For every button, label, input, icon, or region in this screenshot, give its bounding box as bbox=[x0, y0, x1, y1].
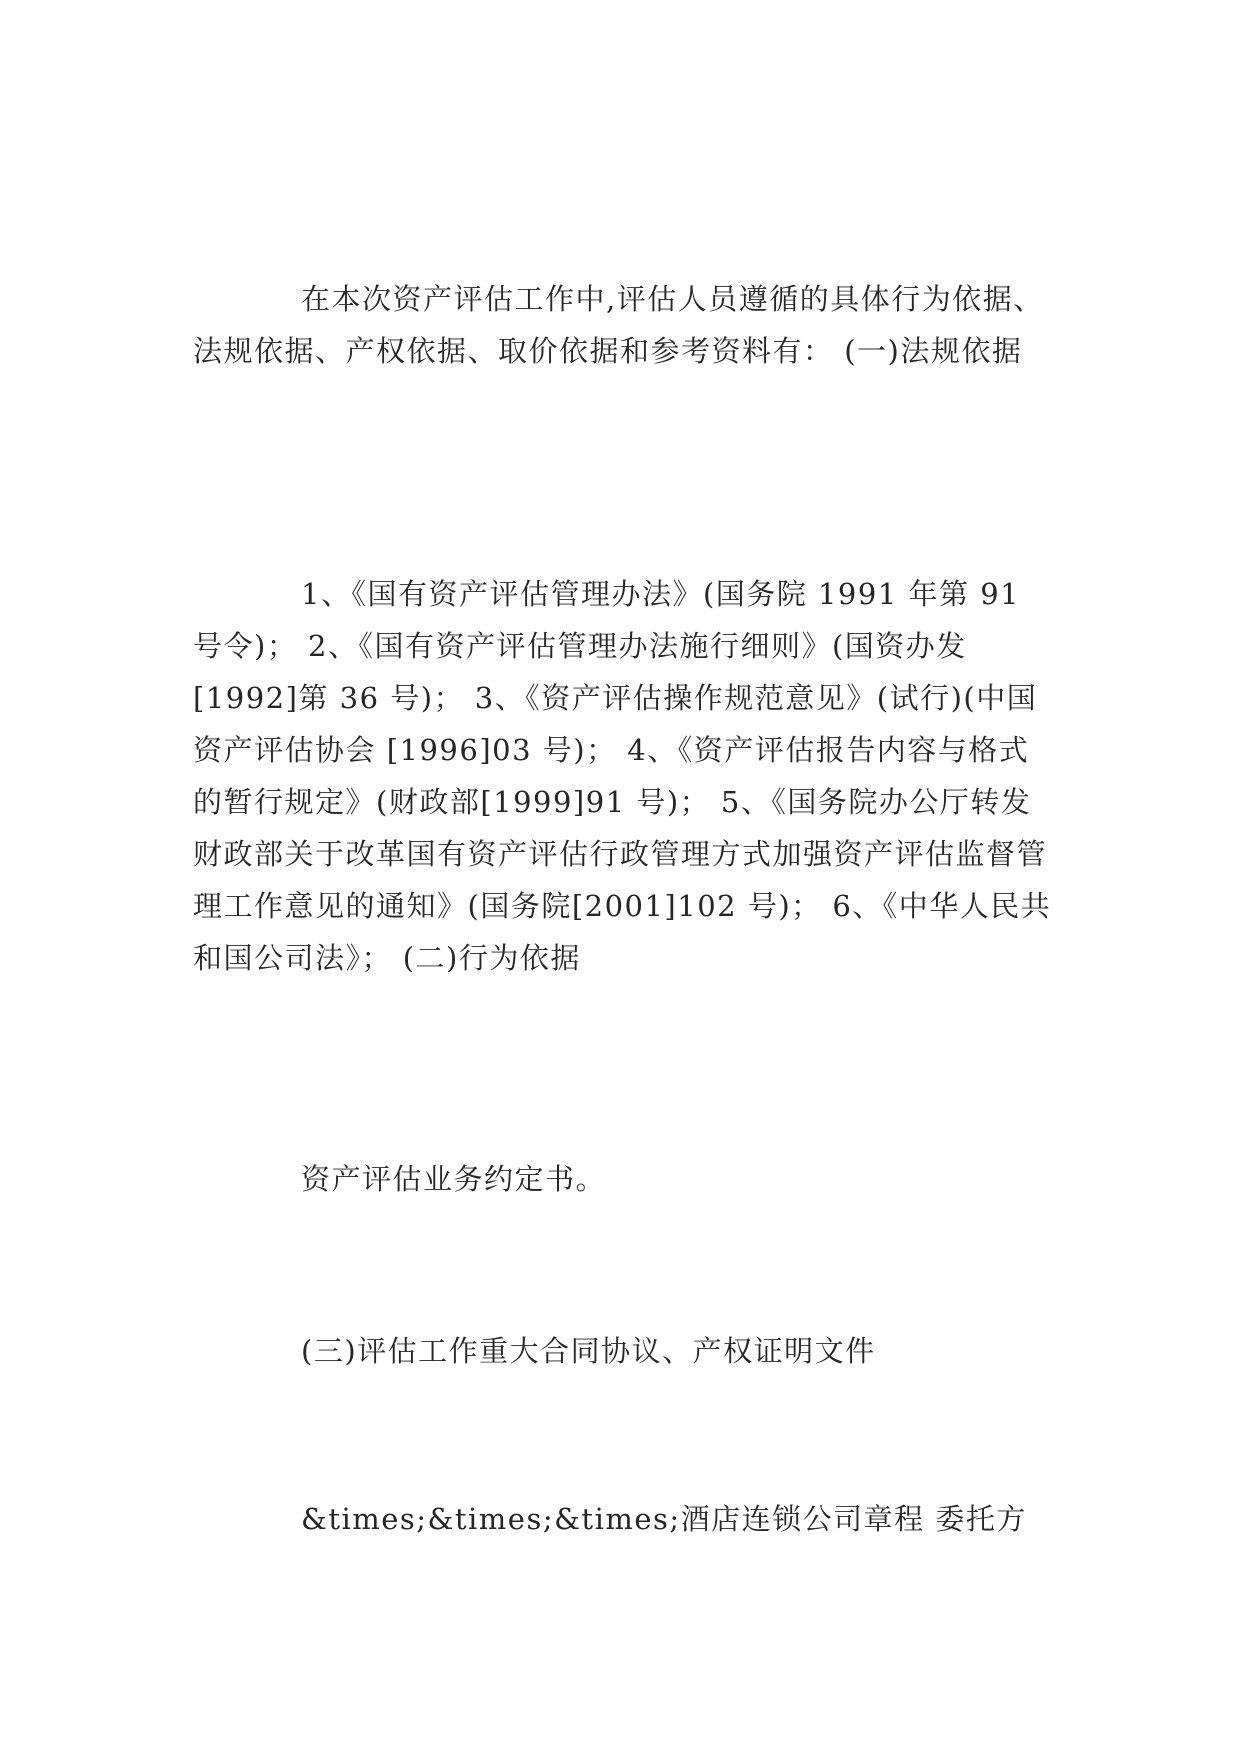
paragraph-intro: 在本次资产评估工作中,评估人员遵循的具体行为依据、法规依据、产权依据、取价依据和参考资料有： (一)法规依据 bbox=[193, 282, 1044, 368]
paragraph-agreement: 资产评估业务约定书。 bbox=[301, 1162, 607, 1196]
paragraph-company-charter: &times;&times;&times;酒店连锁公司章程 委托方 bbox=[301, 1502, 1027, 1536]
paragraph-contracts-heading: (三)评估工作重大合同协议、产权证明文件 bbox=[301, 1334, 876, 1368]
paragraph-legal-basis-list: 1、《国有资产评估管理办法》(国务院 1991 年第 91 号令)； 2、《国有资产评估管理办法施行细则》(国资办发[1992]第 36 号)； 3、《资产评估操作规范意见》(试行)(中国资产评估协会 [1996]03 号)； 4、《资产评估报告内容与格式的暂行规定》(财政部[1999]91 号)； 5、《国务院办公厅转发财政部关于改革国有资产评估行政管理方式加强资产评估监督管理工作意见的通知》(国务院[2001]102 号)； 6、《中华人民共和国公司法》； (二)行为依据 bbox=[193, 577, 1052, 975]
